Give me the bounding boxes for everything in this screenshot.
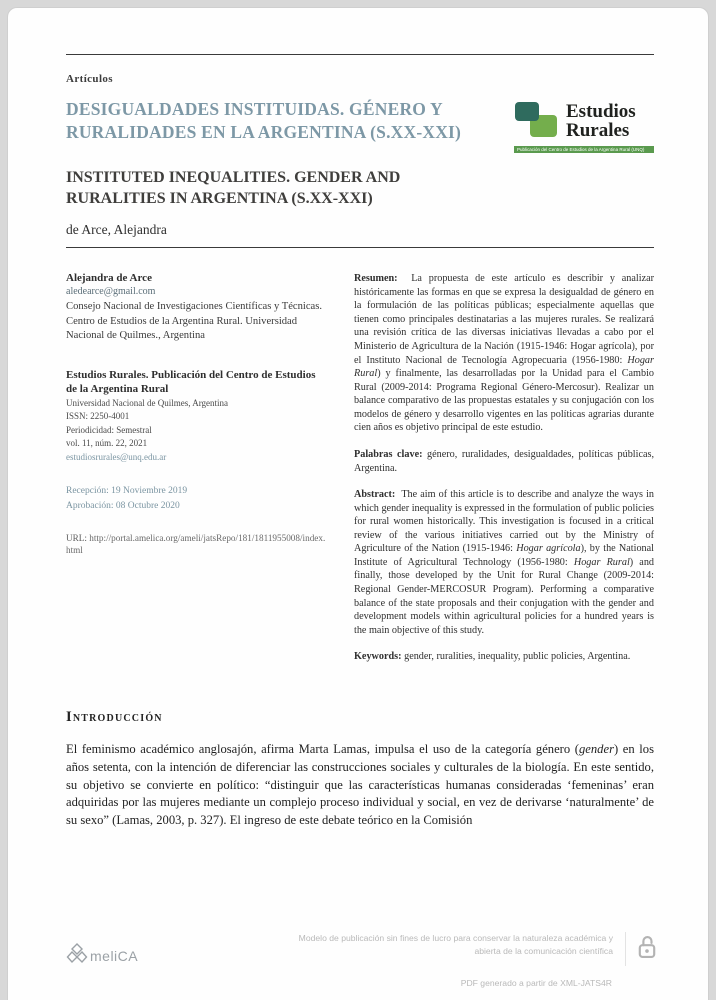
article-url-link[interactable]: http://portal.amelica.org/ameli/jatsRepo/181/1811955008/index.html [66,532,326,556]
introduction-paragraph: El feminismo académico anglosajón, afirma Marta Lamas, impulsa el uso de la categoría género (gender) en los años setenta, con la intención de diferenciar las construcciones sociales y culturales de la biología. En este sentido, su objetivo se convierte en político: “distinguir que las características humanas consideradas ‘femeninas’ eran adquiridas por las mujeres mediante un complejo proceso individual y social, en vez de derivarse ‘naturalmente’ de su sexo” (Lamas, 2003, p. 327). El ingreso de este debate teórico en la Comisión [66,741,655,828]
metadata-left-column [66,272,328,677]
open-access-wrap [625,932,656,966]
logo-dark-square [515,102,539,121]
paper-page [7,7,709,1000]
abstract-paragraph [354,488,654,637]
title-row [66,98,654,153]
url-label: URL: [66,532,87,543]
article-url-block [66,532,328,558]
resumen-text: La propuesta de este artículo es describir y analizar históricamente las formas en que se expresa la desigualdad de género en la formulación de las políticas públicas; especialmente aquellas que tienen como principales destinatarias a las mujeres rurales. Se realizará una revisión crítica de las diversas iniciativas llevadas a cabo por el Ministerio de Agricultura de la Nación (1915-1946: Hogar agrícola), por el Instituto Nacional de Tecnología Agropecuaria (1956-1980: Hogar Rural) y finalmente, las desarrolladas por la Unidad para el Cambio Rural (2009-2014: Programa Regional Género-Mercosur). Realizar un balance comparativo de las propuestas estatales y su conjugación con los modelos de género y desarrollo vigentes en las políticas agrarias durante cien años es objetivo principal de este estudio. [354,273,654,434]
footer-note-wrap [289,932,613,959]
introduction-section [66,709,654,830]
pdf-generated-note: PDF generado a partir de XML-JATS4R [460,978,612,988]
introduction-heading: Introducción [66,708,163,725]
author-block [66,272,328,343]
amelica-knot-icon [66,942,88,969]
author-name: Alejandra de Arce [66,272,152,285]
footer-row [66,932,656,969]
resumen-paragraph [354,272,654,435]
footer-note: Modelo de publicación sin fines de lucro para conservar la naturaleza académica y abierta de la comunicación científica [298,933,613,957]
article-byline: de Arce, Alejandra [66,222,167,238]
amelica-wordmark: meliCA [90,947,139,964]
abstracts-column [354,272,654,677]
journal-periodicity: Periodicidad: Semestral [66,424,152,435]
page-content [8,54,708,830]
top-rule [66,54,654,55]
approval-date: Aprobación: 08 Octubre 2020 [66,500,180,511]
palabras-clave-label: Palabras clave: [354,448,423,460]
article-title-es: DESIGUALDADES INSTITUIDAS. GÉNERO Y RURALIDADES EN LA ARGENTINA (S.XX-XXI) [66,99,462,142]
keywords-paragraph [354,650,654,664]
journal-title: Estudios Rurales. Publicación del Centro de Estudios de la Argentina Rural [66,369,316,395]
journal-logo-main [514,100,654,142]
journal-publisher: Universidad Nacional de Quilmes, Argentina [66,397,229,408]
journal-issn: ISSN: 2250-4001 [66,411,130,422]
open-access-icon [638,934,656,965]
abstract-text: The aim of this article is to describe and analyze the ways in which gender inequality is expressed in the formulation of public policies for rural women historically. This investigation is focused in a critical review of the various initiatives carried out by the Ministry of Agriculture of the Nation (1915-1946: Hogar agrícola), by the National Institute of Agricultural Technology (1956-1980: Hogar Rural) and finally, those developed by the Unit for Rural Change (2009-2014: Regional Gender-MERCOSUR Program). Performing a comparative balance of the state proposals and their conjugation with the gender and development models within agricultural policies for a hundred years is the main objective of this study. [354,489,655,636]
byline-rule [66,247,654,248]
palabras-clave-paragraph [354,448,654,475]
abstract-label: Abstract: [354,489,396,501]
author-affiliation: Consejo Nacional de Investigaciones Científicas y Técnicas. Centro de Estudios de la Argentina Rural. Universidad Nacional de Quilmes., Argentina [66,301,323,341]
author-email-link[interactable]: aledearce@gmail.com [66,286,156,298]
reception-date: Recepción: 19 Noviembre 2019 [66,486,188,497]
journal-logo-name-line1: Estudios [566,100,636,122]
journal-logo-squares-icon [514,100,560,142]
resumen-label: Resumen: [354,273,398,285]
page-footer [66,932,656,988]
metadata-columns [66,272,654,677]
article-title-en: INSTITUTED INEQUALITIES. GENDER AND RURALITIES IN ARGENTINA (S.XX-XXI) [66,169,401,208]
palabras-clave-text: género, ruralidades, desigualdades, políticas públicas, Argentina. [354,448,654,474]
keywords-text: gender, ruralities, inequality, public policies, Argentina. [404,651,631,663]
amelica-logo [66,942,138,969]
journal-email-link[interactable]: estudiosrurales@unq.edu.ar [66,451,167,462]
journal-logo-name-line2: Rurales [566,120,630,141]
journal-info-block [66,369,328,464]
section-label: Artículos [66,73,113,85]
dates-block [66,484,328,513]
journal-volume: vol. 11, núm. 22, 2021 [66,438,148,449]
keywords-label: Keywords: [354,651,402,663]
journal-logo-tagline: Publicación del Centro de Estudios de la Argentina Rural (UNQ) [514,146,654,153]
journal-logo [514,98,654,153]
journal-logo-name [566,102,636,141]
